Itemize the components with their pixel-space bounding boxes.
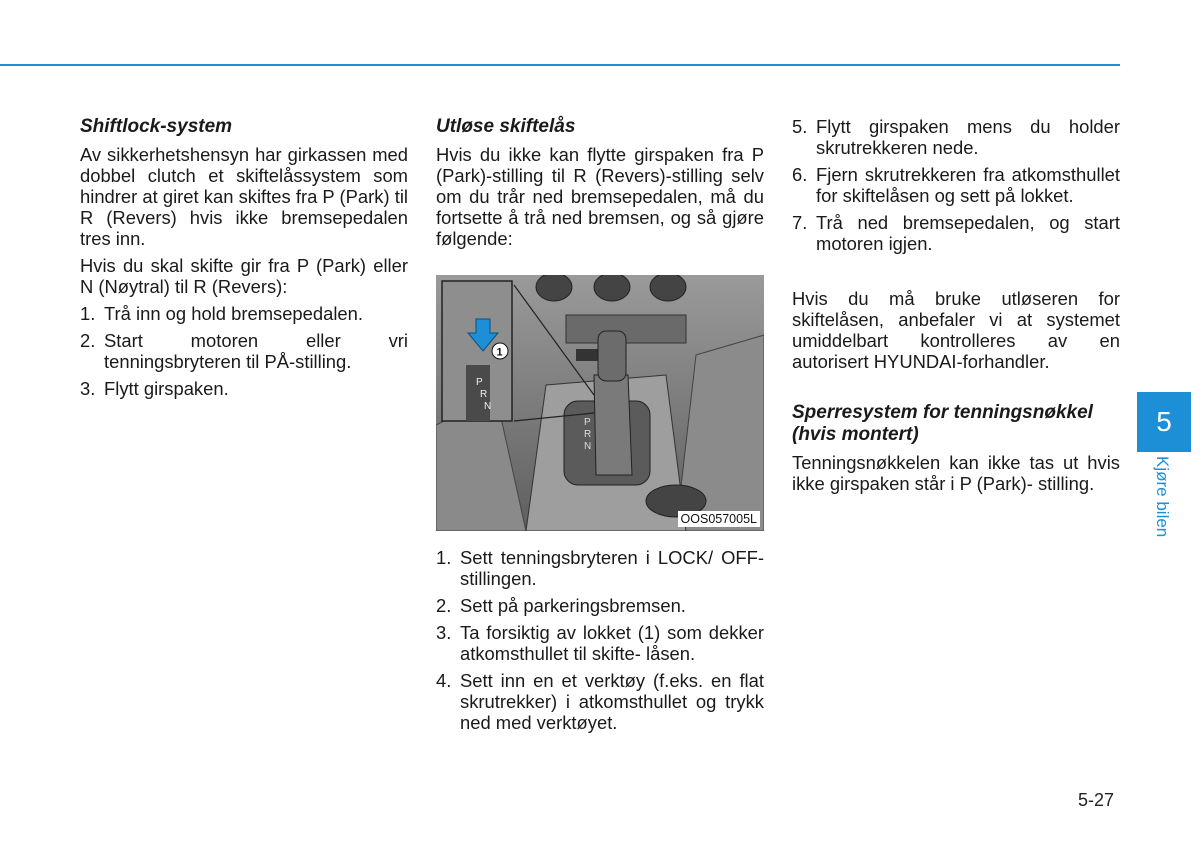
step-number: 6. [792, 164, 808, 185]
svg-text:N: N [584, 441, 592, 452]
step-number: 4. [436, 670, 452, 691]
step-number: 7. [792, 212, 808, 233]
list-item [80, 378, 408, 399]
column-3 [792, 116, 1120, 500]
step-text: Ta forsiktig av lokket (1) som dekker atkomsthullet til skifte- låsen. [460, 622, 764, 664]
paragraph: Av sikkerhetshensyn har girkassen med dobbel clutch et skiftelåssystem som hindrer at giret kan skiftes fra P (Park) til R (Revers) hvis ikke bremsepedalen tres inn. [80, 144, 408, 249]
spacer [792, 378, 1120, 402]
step-text: Flytt girspaken. [104, 378, 229, 399]
column-1 [80, 116, 408, 405]
step-number: 1. [80, 303, 96, 324]
list-item [436, 670, 764, 733]
list-item [436, 547, 764, 589]
paragraph: Hvis du ikke kan flytte girspaken fra P (Park)-stilling til R (Revers)-stilling selv om du trår ned bremsepedalen, må du fortsette å trå ned bremsen, og så gjøre følgende: [436, 144, 764, 249]
step-number: 3. [80, 378, 96, 399]
svg-text:1: 1 [496, 346, 503, 359]
paragraph: Hvis du må bruke utløseren for skiftelåsen, anbefaler vi at systemet umiddelbart kontrolleres av en autorisert HYUNDAI-forhandler. [792, 288, 1120, 372]
step-text: Start motoren eller vri tenningsbryteren til PÅ-stilling. [104, 330, 408, 372]
step-list [792, 116, 1120, 254]
page-number: 5-27 [1078, 790, 1115, 810]
list-item [80, 303, 408, 324]
svg-text:P: P [476, 377, 483, 388]
step-text: Trå inn og hold bremsepedalen. [104, 303, 363, 324]
list-item [436, 622, 764, 664]
gear-shifter-illustration [436, 275, 764, 531]
step-text: Sett tenningsbryteren i LOCK/ OFF-stillingen. [460, 547, 764, 589]
svg-text:R: R [480, 389, 488, 400]
column-2 [436, 116, 764, 739]
step-text: Sett på parkeringsbremsen. [460, 595, 686, 616]
step-number: 1. [436, 547, 452, 568]
step-text: Flytt girspaken mens du holder skrutrekkeren nede. [816, 116, 1120, 158]
svg-text:P: P [584, 417, 591, 428]
section-heading-key-interlock: Sperresystem for tenningsnøkkel (hvis montert) [792, 402, 1093, 445]
step-text: Trå ned bremsepedalen, og start motoren igjen. [816, 212, 1120, 254]
step-text: Sett inn en et verktøy (f.eks. en flat skrutrekker) i atkomsthullet og trykk ned med verktøyet. [460, 670, 764, 733]
section-heading-shiftlock: Shiftlock-system [80, 116, 233, 137]
chapter-tab: 5 [1137, 392, 1191, 452]
list-item [792, 212, 1120, 254]
chapter-label: Kjøre bilen [1153, 456, 1172, 538]
svg-text:N: N [484, 401, 492, 412]
step-text: Fjern skrutrekkeren fra atkomsthullet for skiftelåsen og sett på lokket. [816, 164, 1120, 206]
step-list [80, 303, 408, 399]
top-rule [0, 64, 1120, 66]
list-item [792, 164, 1120, 206]
list-item [436, 595, 764, 616]
list-item [792, 116, 1120, 158]
step-number: 3. [436, 622, 452, 643]
figure-code: OOS057005L [678, 511, 760, 527]
section-heading-release: Utløse skiftelås [436, 116, 576, 137]
svg-text:R: R [584, 429, 592, 440]
step-number: 5. [792, 116, 808, 137]
step-number: 2. [436, 595, 452, 616]
paragraph: Hvis du skal skifte gir fra P (Park) eller N (Nøytral) til R (Revers): [80, 255, 408, 297]
spacer [792, 260, 1120, 288]
list-item [80, 330, 408, 372]
step-number: 2. [80, 330, 96, 351]
console-drawing [436, 275, 764, 531]
paragraph: Tenningsnøkkelen kan ikke tas ut hvis ikke girspaken står i P (Park)- stilling. [792, 452, 1120, 494]
step-list [436, 547, 764, 733]
